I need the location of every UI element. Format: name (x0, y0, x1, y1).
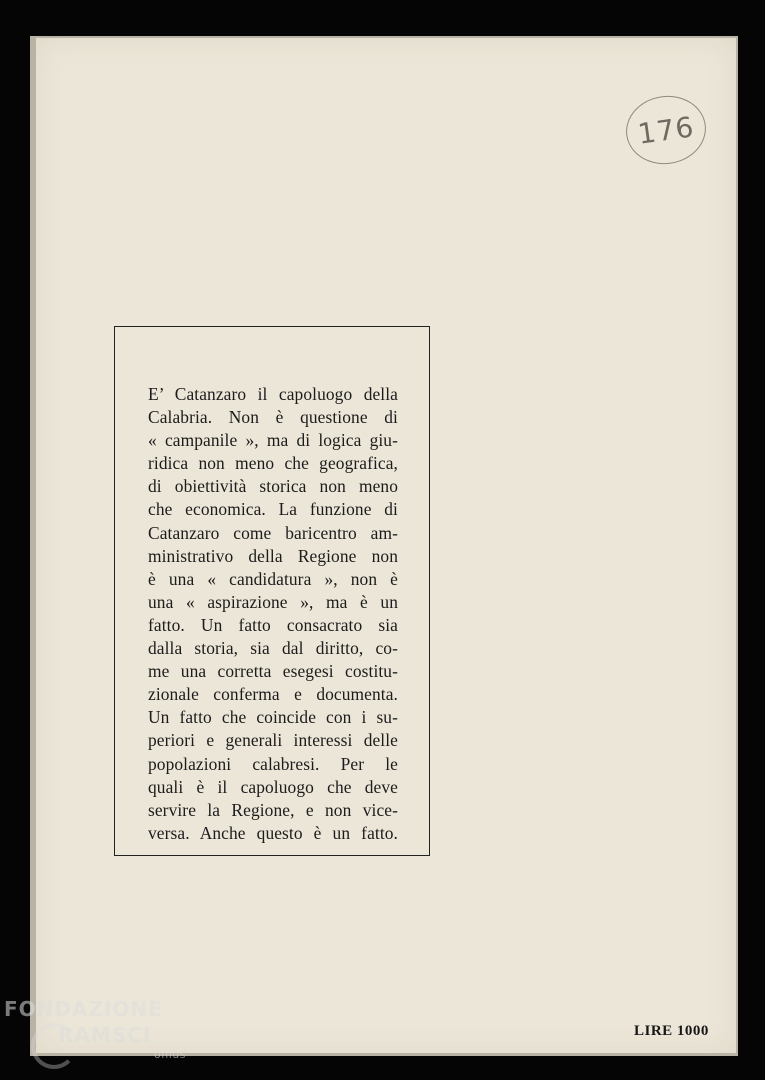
body-line: « campanile », ma di logica giu- (148, 430, 398, 451)
body-line: di obiettività storica non meno (148, 476, 398, 497)
body-line: zionale conferma e documenta. (148, 684, 398, 705)
watermark-line-1: FONDAZIONE (4, 997, 163, 1021)
body-line: E’ Catanzaro il capoluogo della (148, 384, 398, 404)
handwritten-page-number: 176 (622, 91, 711, 169)
body-line: popolazioni calabresi. Per le (148, 753, 398, 774)
body-line: che economica. La funzione di (148, 499, 398, 520)
watermark-line-2: RAMSCI (58, 1023, 152, 1047)
body-line: versa. Anche questo è un fatto. (148, 822, 398, 843)
watermark-logo (4, 997, 204, 1067)
body-line: me una corretta esegesi costitu- (148, 661, 398, 682)
watermark-line-3: onlus (154, 1048, 186, 1061)
book-back-cover (36, 38, 736, 1053)
body-line: è una « candidatura », non è (148, 568, 398, 589)
body-line: Un fatto che coincide con i su- (148, 707, 398, 728)
body-line: ridica non meno che geografica, (148, 453, 398, 474)
framed-text-box (114, 326, 430, 856)
body-paragraph (148, 383, 398, 845)
price-label: LIRE 1000 (634, 1023, 709, 1039)
body-line: una « aspirazione », ma è un (148, 591, 398, 612)
body-line: quali è il capoluogo che deve (148, 776, 398, 797)
body-line: dalla storia, sia dal diritto, co- (148, 638, 398, 659)
body-line: servire la Regione, e non vice- (148, 799, 398, 820)
body-line: ministrativo della Regione non (148, 545, 398, 566)
body-line: Catanzaro come baricentro am- (148, 522, 398, 543)
body-line: fatto. Un fatto consacrato sia (148, 614, 398, 635)
body-line: Calabria. Non è questione di (148, 407, 398, 428)
body-line: periori e generali interessi delle (148, 730, 398, 751)
fondazione-gramsci-watermark (4, 997, 204, 1067)
